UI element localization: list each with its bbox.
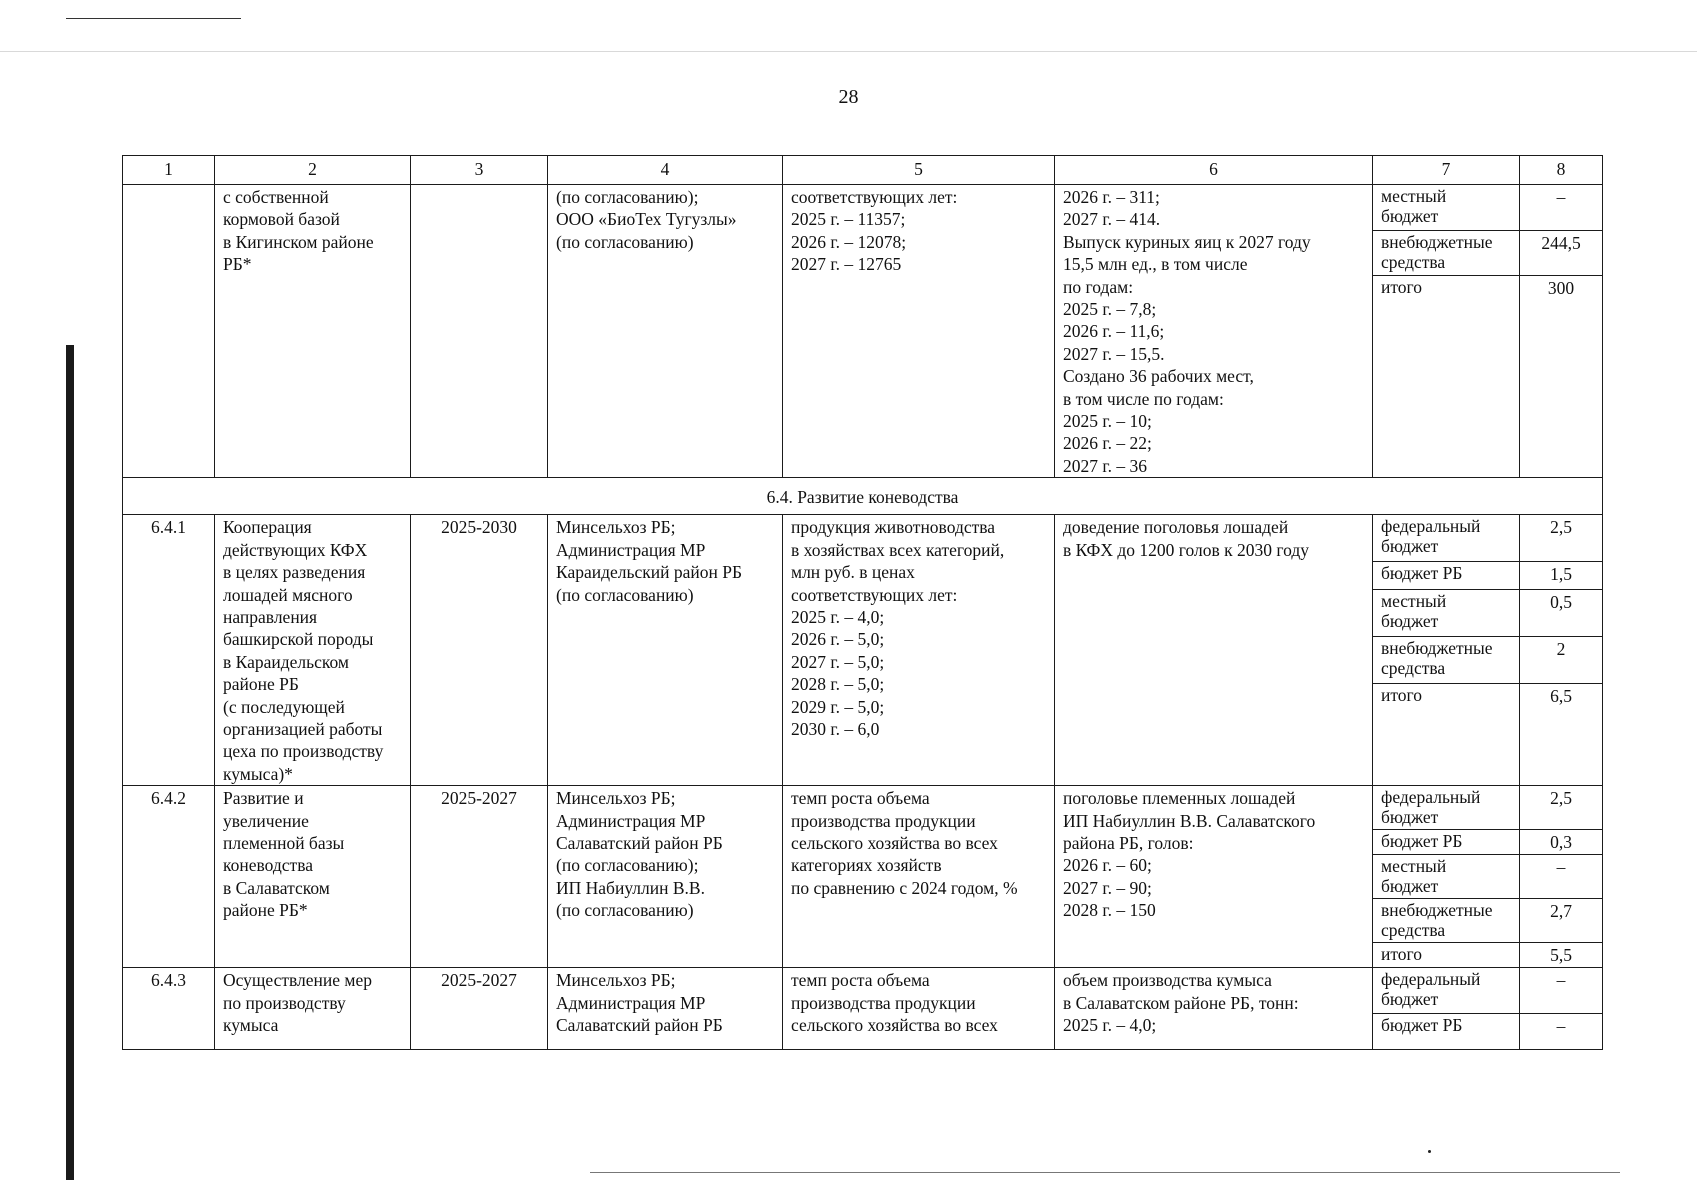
scan-edge-line <box>0 51 1697 52</box>
funding-source: бюджет РБ <box>1373 829 1520 854</box>
funding-source: итого <box>1373 276 1520 478</box>
funding-value: 2,5 <box>1520 515 1603 562</box>
cell-result: поголовье племенных лошадей ИП Набиуллин В.В. Салаватского района РБ, голов: 2026 г. – 60; 2027 г. – 90; 2028 г. – 150 <box>1055 786 1373 968</box>
funding-value: 0,5 <box>1520 589 1603 636</box>
funding-value: 5,5 <box>1520 942 1603 967</box>
funding-value: – <box>1520 855 1603 899</box>
col-number-4: 4 <box>548 156 783 185</box>
funding-value: 2,5 <box>1520 786 1603 830</box>
cell-num <box>123 185 215 478</box>
cell-period: 2025-2030 <box>411 515 548 786</box>
cell-name: с собственной кормовой базой в Кигинском районе РБ* <box>215 185 411 478</box>
cell-name: Кооперация действующих КФХ в целях разведения лошадей мясного направления башкирской породы в Караидельском районе РБ (с последующей организацией работы цеха по производству кумыса)* <box>215 515 411 786</box>
col-number-3: 3 <box>411 156 548 185</box>
cell-name: Осуществление мер по производству кумыса <box>215 968 411 1050</box>
funding-value: 2 <box>1520 636 1603 683</box>
cell-indicator: темп роста объема производства продукции сельского хозяйства во всех <box>783 968 1055 1050</box>
cell-result: объем производства кумыса в Салаватском районе РБ, тонн: 2025 г. – 4,0; <box>1055 968 1373 1050</box>
funding-value: 300 <box>1520 276 1603 478</box>
funding-source: местный бюджет <box>1373 185 1520 231</box>
cell-executors: Минсельхоз РБ; Администрация МР Салаватский район РБ <box>548 968 783 1050</box>
cell-num: 6.4.2 <box>123 786 215 968</box>
col-number-7: 7 <box>1373 156 1520 185</box>
cell-period <box>411 185 548 478</box>
funding-source: внебюджетные средства <box>1373 636 1520 683</box>
program-table <box>122 155 1603 1050</box>
funding-source: федеральный бюджет <box>1373 786 1520 830</box>
column-number-row <box>123 156 1603 185</box>
col-number-2: 2 <box>215 156 411 185</box>
col-number-1: 1 <box>123 156 215 185</box>
funding-source: местный бюджет <box>1373 855 1520 899</box>
cell-executors: (по согласованию); ООО «БиоТех Тугузлы» (по согласованию) <box>548 185 783 478</box>
cell-result: 2026 г. – 311; 2027 г. – 414. Выпуск куриных яиц к 2027 году 15,5 млн ед., в том числе по годам: 2025 г. – 7,8; 2026 г. – 11,6; 2027 г. – 15,5. Создано 36 рабочих мест, в том числе по годам: 2025 г. – 10; 2026 г. – 22; 2027 г. – 36 <box>1055 185 1373 478</box>
funding-source: федеральный бюджет <box>1373 968 1520 1014</box>
funding-source: внебюджетные средства <box>1373 899 1520 943</box>
cell-period: 2025-2027 <box>411 786 548 968</box>
funding-source: бюджет РБ <box>1373 1014 1520 1050</box>
funding-source: итого <box>1373 684 1520 786</box>
section-row <box>123 478 1603 515</box>
cell-result: доведение поголовья лошадей в КФХ до 1200 голов к 2030 году <box>1055 515 1373 786</box>
funding-source: внебюджетные средства <box>1373 230 1520 276</box>
table-row <box>123 786 1603 830</box>
col-number-8: 8 <box>1520 156 1603 185</box>
page-number: 28 <box>838 86 859 108</box>
col-number-6: 6 <box>1055 156 1373 185</box>
funding-value: 0,3 <box>1520 829 1603 854</box>
funding-value: – <box>1520 185 1603 231</box>
cell-indicator: соответствующих лет: 2025 г. – 11357; 2026 г. – 12078; 2027 г. – 12765 <box>783 185 1055 478</box>
funding-value: 1,5 <box>1520 562 1603 589</box>
cell-num: 6.4.3 <box>123 968 215 1050</box>
funding-value: 2,7 <box>1520 899 1603 943</box>
scan-dot <box>1428 1150 1431 1153</box>
col-number-5: 5 <box>783 156 1055 185</box>
funding-source: федеральный бюджет <box>1373 515 1520 562</box>
table-row <box>123 515 1603 562</box>
funding-source: бюджет РБ <box>1373 562 1520 589</box>
table-row <box>123 968 1603 1014</box>
cell-num: 6.4.1 <box>123 515 215 786</box>
funding-source: местный бюджет <box>1373 589 1520 636</box>
funding-value: 244,5 <box>1520 230 1603 276</box>
cell-name: Развитие и увеличение племенной базы коневодства в Салаватском районе РБ* <box>215 786 411 968</box>
cell-indicator: продукция животноводства в хозяйствах всех категорий, млн руб. в ценах соответствующих лет: 2025 г. – 4,0; 2026 г. – 5,0; 2027 г. – 5,0; 2028 г. – 5,0; 2029 г. – 5,0; 2030 г. – 6,0 <box>783 515 1055 786</box>
bottom-rule <box>590 1172 1620 1173</box>
cell-executors: Минсельхоз РБ; Администрация МР Салаватский район РБ (по согласованию); ИП Набиуллин В.В. (по согласованию) <box>548 786 783 968</box>
cell-period: 2025-2027 <box>411 968 548 1050</box>
binding-edge-shadow <box>66 345 74 1180</box>
funding-value: 6,5 <box>1520 684 1603 786</box>
section-title: 6.4. Развитие коневодства <box>123 478 1603 515</box>
funding-value: – <box>1520 1014 1603 1050</box>
cell-indicator: темп роста объема производства продукции сельского хозяйства во всех категориях хозяйств по сравнению с 2024 годом, % <box>783 786 1055 968</box>
top-rule <box>66 18 241 19</box>
table-row <box>123 185 1603 231</box>
funding-value: – <box>1520 968 1603 1014</box>
cell-executors: Минсельхоз РБ; Администрация МР Караидельский район РБ (по согласованию) <box>548 515 783 786</box>
funding-source: итого <box>1373 942 1520 967</box>
